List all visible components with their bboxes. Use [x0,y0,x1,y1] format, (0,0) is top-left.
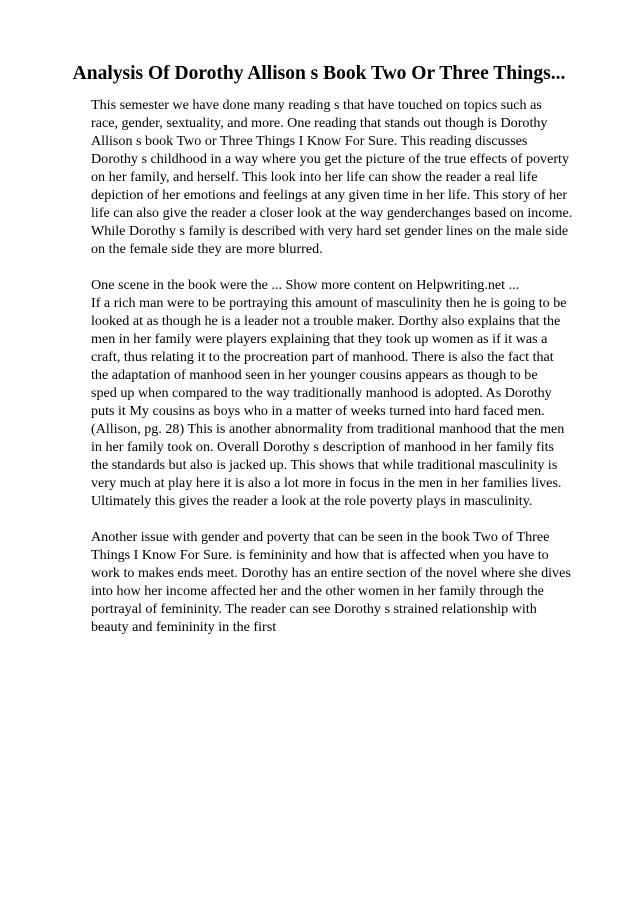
text-line: depiction of her emotions and feelings at any given time in her life. This story of her [91,187,568,203]
document-title: Analysis Of Dorothy Allison s Book Two Or Three Things... [72,63,566,84]
text-line: Allison s book Two or Three Things I Know For Sure. This reading discusses [91,133,528,149]
text-line: beauty and femininity in the first [91,619,277,635]
text-line: Dorothy s childhood in a way where you get the picture of the true effects of poverty [91,151,569,167]
text-line: race, gender, sextuality, and more. One reading that stands out though is Dorothy [91,115,548,131]
text-line: in her family took on. Overall Dorothy s description of manhood in her family fits [91,439,555,455]
text-line: (Allison, pg. 28) This is another abnormality from traditional manhood that the men [91,421,565,437]
text-line: sped up when compared to the way traditionally manhood is adopted. As Dorothy [91,385,552,401]
text-line: Ultimately this gives the reader a look at the role poverty plays in masculinity. [91,493,533,509]
text-line: the standards but also is jacked up. This shows that while traditional masculinity is [91,457,558,473]
text-line: While Dorothy s family is described with very hard set gender lines on the male side [91,223,569,239]
text-line: into how her income affected her and the other women in her family through the [91,583,544,599]
paragraph [91,96,591,258]
text-line: the adaptation of manhood seen in her younger cousins appears as though to be [91,367,538,383]
text-line: Another issue with gender and poverty that can be seen in the book Two of Three [91,529,550,545]
text-line: work to makes ends meet. Dorothy has an entire section of the novel where she dives [91,565,571,581]
document-body [91,96,591,654]
text-line: on the female side they are more blurred. [91,241,323,257]
paragraph [91,276,591,510]
text-line: on her family, and herself. This look into her life can show the reader a real life [91,169,538,185]
text-line: This semester we have done many reading s that have touched on topics such as [91,97,542,113]
text-line: puts it My cousins as boys who in a matter of weeks turned into hard faced men. [91,403,545,419]
text-line: very much at play here it is also a lot more in focus in the men in her families lives. [91,475,562,491]
text-line: portrayal of femininity. The reader can see Dorothy s strained relationship with [91,601,537,617]
text-line: Things I Know For Sure. is femininity and how that is affected when you have to [91,547,549,563]
text-line: One scene in the book were the ... Show more content on Helpwriting.net ... [91,277,520,293]
paragraph [91,528,591,636]
text-line: If a rich man were to be portraying this amount of masculinity then he is going to be [91,295,567,311]
text-line: men in her family were players explaining that they took up women as if it was a [91,331,548,347]
text-line: looked at as though he is a leader not a trouble maker. Dorthy also explains that the [91,313,561,329]
text-line: life can also give the reader a closer look at the way genderchanges based on income. [91,205,573,221]
text-line: craft, thus relating it to the procreation part of manhood. There is also the fact that [91,349,554,365]
